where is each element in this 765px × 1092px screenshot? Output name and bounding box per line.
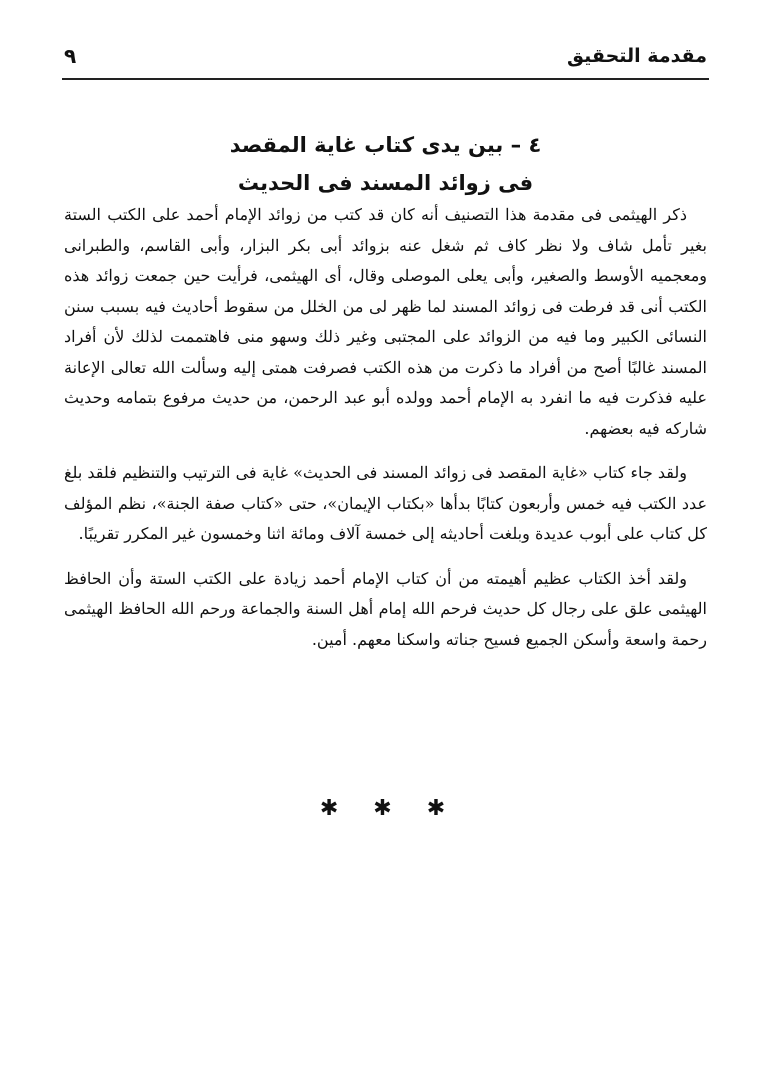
section-heading [64,126,707,202]
page-header [64,38,707,74]
paragraph-1: ذكر الهيثمى فى مقدمة هذا التصنيف أنه كان قد كتب من زوائد الإمام أحمد على الكتب الستة بغير تأمل شاف ولا نظر كاف ثم شغل عنه بزوائد أبى بكر البزار، وأبى القاسم، والطبرانى ومعجميه الأوسط والصغير، وأبى يعلى الموصلى وقال، أى الهيثمى، فرأيت حين جمعت زوائد هذه الكتب أنى قد فرطت فى زوائد المسند لما ظهر لى من الخلل من سقوط أحاديث فيه بسبب سنن النسائى الكبير وما فيه من الزوائد على المجتبى وغير ذلك وسهو منى فاهتممت لذلك لأن أفراد المسند غالبًا أصح من أفراد ما ذكرت من هذه الكتب فصرفت همتى إليه وسألت الله تعالى الإعانة عليه فذكرت فيه ما انفرد به الإمام أحمد وولده أبو عبد الرحمن، من حديث مرفوع بتمامه وحديث شاركه فيه بعضهم. [64,205,707,438]
heading-line-2: فى زوائد المسند فى الحديث [237,171,534,195]
separator-star: ✱ [319,796,339,821]
section-separator [0,796,765,821]
separator-star: ✱ [426,796,446,821]
heading-line-1: ٤ – بين يدى كتاب غاية المقصد [229,133,542,157]
running-title: مقدمة التحقيق [567,45,707,67]
header-rule [62,78,709,80]
page-number: ٩ [64,44,77,68]
paragraph-2: ولقد جاء كتاب «غاية المقصد فى زوائد المسند فى الحديث» غاية فى الترتيب والتنظيم فلقد بلغ عدد الكتب فيه خمس وأربعون كتابًا بدأها «بكتاب الإيمان»، حتى «كتاب صفة الجنة»، نظم المؤلف كل كتاب على أبوب عديدة وبلغت أحاديثه إلى خمسة آلاف ومائة اثنا وخمسون غير المكرر تقريبًا. [64,463,707,543]
paragraph-3: ولقد أخذ الكتاب عظيم أهيمته من أن كتاب الإمام أحمد زيادة على الكتب الستة وأن الحافظ الهيثمى علق على رجال كل حديث فرحم الله إمام أهل السنة والجماعة ورحم الله الحافظ الهيثمى رحمة واسعة وأسكن الجميع فسيح جناته واسكنا معهم. أمين. [64,568,707,649]
body-text [64,200,707,655]
separator-star: ✱ [373,796,392,821]
